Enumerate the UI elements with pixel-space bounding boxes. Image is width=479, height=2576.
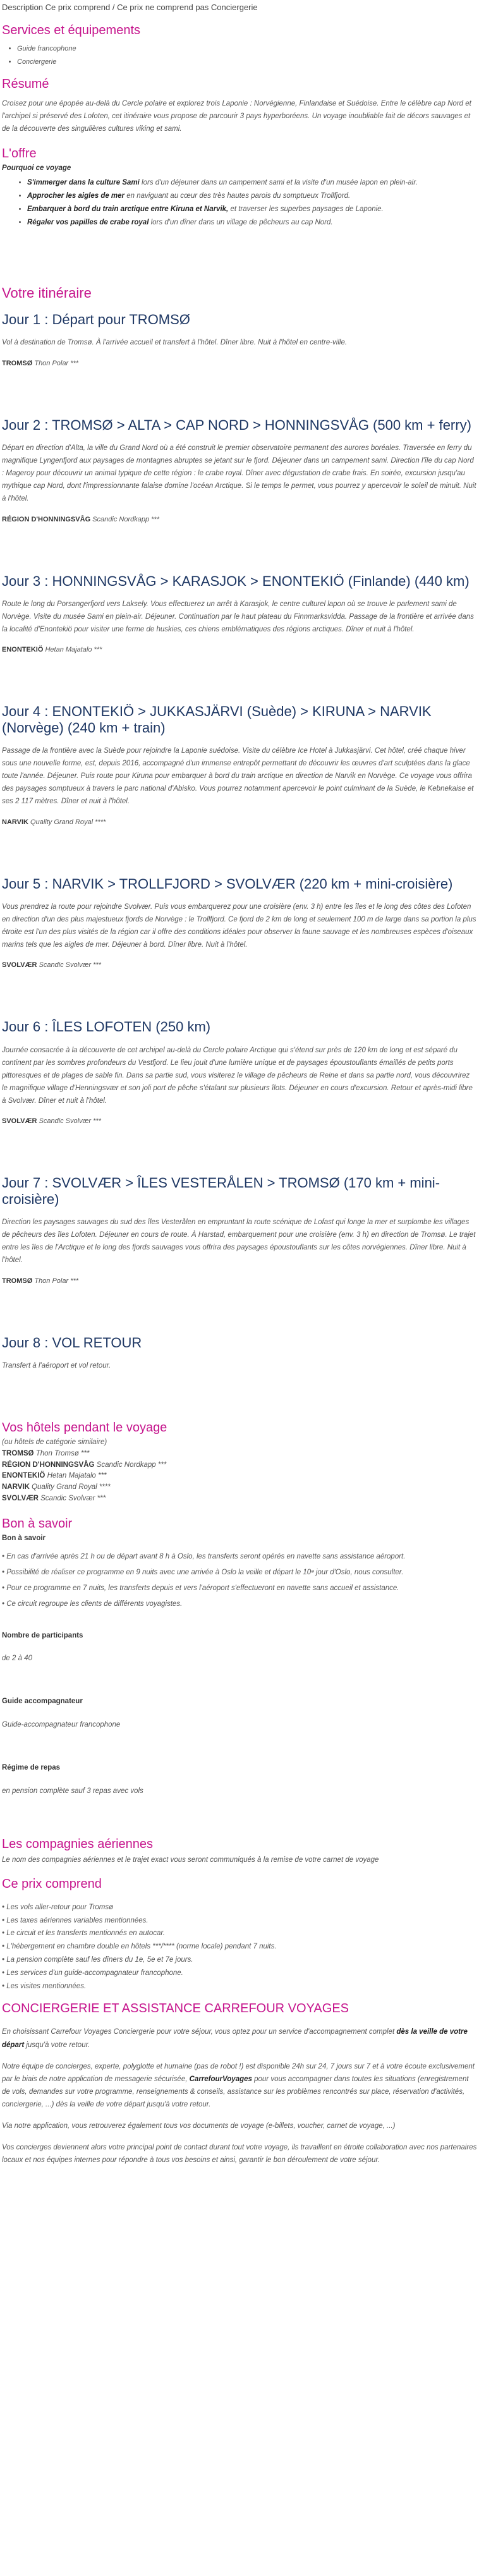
day-5 <box>2 876 477 971</box>
conciergerie-p4: Vos concierges deviennent alors votre principal point de contact durant tout votre voyage, ils travaillent en étroite collaboration avec nos partenaires locaux et nos équipes internes pour répondre à tous vos besoins et ainsi, garantir le bon déroulement de votre séjour. <box>2 2144 477 2165</box>
services-title: Services et équipements <box>2 23 141 38</box>
prix-item: • Les visites mentionnées. <box>2 1982 87 1990</box>
participants-label: Nombre de participants <box>2 1631 83 1639</box>
day-text: Vous prendrez la route pour rejoindre Svolvær. Puis vous embarquerez pour une croisière (env. 3 h) entre les îles et le long des côtes des Lofoten en direction d'un des plus majestueux fjords de Norvège : le Trollfjord. Ce fjord de 2 km de long et seulement 100 m de large dans sa portion la plus étroite est l'un des plus visités de la région car il offre des conditions idéales pour observer la faune sauvage et les nombreuses espèces d'oiseaux marins tels que les aigles de mer. Déjeuner à bord. Dîner libre. Nuit à l'hôtel. <box>2 902 476 949</box>
day-2 <box>2 417 477 525</box>
hotels-section <box>2 1420 477 1505</box>
day-title: Jour 2 : TROMSØ > ALTA > CAP NORD > HONNINGSVÅG (500 km + ferry) <box>2 416 471 433</box>
day-hotel: ENONTEKIÖ Hetan Majatalo *** <box>2 646 102 654</box>
day-hotel: SVOLVÆR Scandic Svolvær *** <box>2 1117 101 1126</box>
hotel-line: SVOLVÆR Scandic Svolvær *** <box>2 1495 106 1503</box>
repas-value: en pension complète sauf 3 repas avec vols <box>2 1787 143 1795</box>
day-8 <box>2 1335 477 1372</box>
prix-item: • Le circuit et les transferts mentionnés en autocar. <box>2 1929 166 1938</box>
conciergerie-p1: En choisissant Carrefour Voyages Conciergerie pour votre séjour, vous optez pour un service d'accompagnement complet dès la veille de votre départ jusqu'à votre retour. <box>2 2028 468 2049</box>
prix-comprend-section <box>2 1876 477 1993</box>
services-list <box>2 44 477 68</box>
day-title: Jour 4 : ENONTEKIÖ > JUKKASJÄRVI (Suède) > KIRUNA > NARVIK (Norvège) (240 km + train) <box>2 703 432 736</box>
prix-item: • Les taxes aériennes variables mentionnées. <box>2 1916 149 1924</box>
offre-title: L'offre <box>2 146 37 161</box>
hotel-line: RÉGION D'HONNINGSVÅG Scandic Nordkapp *** <box>2 1461 167 1469</box>
conciergerie-title: CONCIERGERIE ET ASSISTANCE CARREFOUR VOYAGES <box>2 2002 349 2016</box>
bon-a-savoir-title: Bon à savoir <box>2 1516 73 1531</box>
bon-a-savoir-section <box>2 1516 477 1797</box>
guide-value: Guide-accompagnateur francophone <box>2 1721 121 1729</box>
prix-comprend-list <box>2 1902 477 1993</box>
prix-item: • La pension complète sauf les dîners du 1e, 5e et 7e jours. <box>2 1955 193 1964</box>
hotel-line: NARVIK Quality Grand Royal **** <box>2 1483 111 1492</box>
day-hotel: RÉGION D'HONNINGSVÅG Scandic Nordkapp *** <box>2 515 159 523</box>
compagnies-text: Le nom des compagnies aériennes et le trajet exact vous seront communiqués à la remise de votre carnet de voyage <box>2 1856 379 1864</box>
prix-item: • Les vols aller-retour pour Tromsø <box>2 1903 114 1911</box>
day-6 <box>2 1019 477 1127</box>
day-title: Jour 1 : Départ pour TROMSØ <box>2 312 190 328</box>
day-text: Direction les paysages sauvages du sud des îles Vesterålen en empruntant la route scénique de Lofast qui longe la mer et surplombe les villages de pêcheurs des îles Lofoten. Déjeuner en cours de route. À Harstad, embarquement pour une croisière (env. 3 h) en direction de Tromsø. Le trajet entre les îles de l'Arctique et le long des fjords sauvages vous offrira des paysages époustouflants sur les côtes norvégiennes. Dîner libre. Nuit à l'hôtel. <box>2 1218 476 1265</box>
resume-title: Résumé <box>2 77 49 92</box>
day-text: Passage de la frontière avec la Suède pour rejoindre la Laponie suédoise. Visite du célèbre Ice Hotel à Jukkasjärvi. Cet hôtel, créé chaque hiver sous une nouvelle forme, est, depuis 2016, accompagné d'un immense entrepôt permettant de découvrir les œuvres d'art sculptées dans la glace toute l'année. Déjeuner. Puis route pour Kiruna pour embarquer à bord du train arctique en direction de Narvik en Norvège. Ce voyage vous offrira des paysages somptueux à travers le parc national d'Abisko. Vous pourrez notamment apercevoir le point culminant de la Suède, le Kebnekaise et ses 2 117 mètres. Dîner et nuit à l'hôtel. <box>2 746 474 806</box>
day-text: Transfert à l'aéroport et vol retour. <box>2 1361 111 1370</box>
offre-item: • Embarquer à bord du train arctique entre Kiruna et Narvik, et traverser les superbes paysages de Laponie. <box>27 204 477 216</box>
offre-item: • S'immerger dans la culture Sami lors d'un déjeuner dans un campement sami et la visite d'un musée lapon en plein-air. <box>27 178 477 189</box>
day-title: Jour 7 : SVOLVÆR > ÎLES VESTERÅLEN > TROMSØ (170 km + mini-croisière) <box>2 1175 440 1207</box>
conciergerie-p2: Notre équipe de concierges, experte, polyglotte et humaine (pas de robot !) est disponible 24h sur 24, 7 jours sur 7 et à votre écoute exclusivement par le biais de notre application de messagerie sécurisée, CarrefourVoyages pour vous accompagner dans toutes les situations (enregistrement de vols, demandes sur votre programme, renseignements & conseils, assistance sur les problèmes rencontrés sur place, réservation d'activités, conciergerie, ...) dès la veille de votre départ jusqu'à votre retour. <box>2 2062 475 2108</box>
offre-item: • Régaler vos papilles de crabe royal lors d'un dîner dans un village de pêcheurs au cap Nord. <box>27 217 477 229</box>
guide-label: Guide accompagnateur <box>2 1698 83 1706</box>
hotels-note: (ou hôtels de catégorie similaire) <box>2 1438 107 1446</box>
service-item: • Conciergerie <box>17 57 477 68</box>
prix-item: • Les services d'un guide-accompagnateur francophone. <box>2 1969 183 1977</box>
info-item: • Pour ce programme en 7 nuits, les transferts depuis et vers l'aéroport s'effectueront en navette sans accueil et assistance. <box>2 1584 399 1592</box>
info-item: • Ce circuit regroupe les clients de différents voyagistes. <box>2 1600 183 1608</box>
day-text: Journée consacrée à la découverte de cet archipel au-delà du Cercle polaire Arctique qui s'étend sur près de 120 km de long et est séparé du continent par les sombres profondeurs du Vestfjord. Le lieu jouit d'une lumière unique et de paysages époustouflants émaillés de petits ports pittoresques et de plages de sable fin. Dans sa partie sud, vous visiterez le village de pêcheurs de Reine et dans sa partie nord, vous découvrirez le magnifique village d'Henningsvær et son joli port de pêche s'étalant sur plusieurs îlots. Déjeuner en cours d'excursion. Retour et après-midi libre à Svolvær. Dîner et nuit à l'hôtel. <box>2 1046 473 1105</box>
info-item: • En cas d'arrivée après 21 h ou de départ avant 8 h à Oslo, les transferts seront opérés en navette sans assistance aéroport. <box>2 1552 406 1560</box>
prix-comprend-title: Ce prix comprend <box>2 1876 102 1891</box>
day-hotel: TROMSØ Thon Polar *** <box>2 359 79 367</box>
itineraire-title: Votre itinéraire <box>2 284 92 301</box>
conciergerie-p3: Via notre application, vous retrouverez également tous vos documents de voyage (e-billets, voucher, carnet de voyage, ...) <box>2 2122 396 2130</box>
day-4 <box>2 703 477 827</box>
day-text: Route le long du Porsangerfjord vers Laksely. Vous effectuerez un arrêt à Karasjok, le centre culturel lapon où se trouve le parlement sami de Norvège. Visite du musée Sami en plein-air. Déjeuner. Continuation par le haut plateau du Finnmarksvidda. Passage de la frontière et arrivée dans la localité d'Enontekiö pour visiter une ferme de huskies, ces chiens emblématiques des régions arctiques. Dîner et nuit à l'hôtel. <box>2 600 474 634</box>
day-hotel: NARVIK Quality Grand Royal **** <box>2 818 106 826</box>
service-item: • Guide francophone <box>17 44 477 54</box>
offre-subtitle: Pourquoi ce voyage <box>2 164 71 172</box>
day-text: Vol à destination de Tromsø. À l'arrivée accueil et transfert à l'hôtel. Dîner libre. Nuit à l'hôtel en centre-ville. <box>2 339 348 347</box>
info-item: • Possibilité de réaliser ce programme en 9 nuits avec une arrivée à Oslo la veille et départ le 10ᵉ jour d'Oslo, nous consulter. <box>2 1568 404 1576</box>
day-title: Jour 3 : HONNINGSVÅG > KARASJOK > ENONTEKIÖ (Finlande) (440 km) <box>2 573 470 589</box>
day-hotel: SVOLVÆR Scandic Svolvær *** <box>2 961 101 969</box>
day-1 <box>2 312 477 368</box>
hotels-title: Vos hôtels pendant le voyage <box>2 1420 167 1435</box>
compagnies-section <box>2 1837 477 1866</box>
day-hotel: TROMSØ Thon Polar *** <box>2 1277 79 1285</box>
page <box>0 1 479 2167</box>
resume-text: Croisez pour une épopée au-delà du Cercle polaire et explorez trois Laponie : Norvégienne, Finlandaise et Suédoise. Entre le célèbre cap Nord et l'archipel si préservé des Lofoten, cet itinéraire vous propose de parcourir 3 pays hyperboréens. Un voyage inoubliable fait de décors sauvages et de la découverte des singulières cultures viking et sami. <box>2 100 471 133</box>
hotel-line: ENONTEKIÖ Hetan Majatalo *** <box>2 1472 107 1480</box>
bon-a-savoir-subtitle: Bon à savoir <box>2 1534 46 1542</box>
offre-list <box>2 178 477 228</box>
day-3 <box>2 573 477 656</box>
day-text: Départ en direction d'Alta, la ville du Grand Nord où a été construit le premier observatoire permanent des aurores boréales. Traversée en ferry du magnifique Lyngenfjord aux paysages de montagnes abruptes se jetant sur le fjord. Déjeuner dans un campement sami. Direction l'île du cap Nord : Mageroy pour découvrir un animal typique de cette région : le crabe royal. Dîner avec dégustation de crabe frais. En soirée, excursion jusqu'au mythique cap Nord, dont l'impressionnante falaise domine l'océan Arctique. Si le temps le permet, vous pourrez y apercevoir le soleil de minuit. Nuit à l'hôtel. <box>2 444 476 503</box>
repas-label: Régime de repas <box>2 1764 61 1772</box>
day-title: Jour 5 : NARVIK > TROLLFJORD > SVOLVÆR (220 km + mini-croisière) <box>2 875 453 892</box>
day-title: Jour 6 : ÎLES LOFOTEN (250 km) <box>2 1019 211 1035</box>
breadcrumb: Description Ce prix comprend / Ce prix ne comprend pas Conciergerie <box>2 3 258 12</box>
participants-value: de 2 à 40 <box>2 1655 32 1663</box>
prix-item: • L'hébergement en chambre double en hôtels ***/**** (norme locale) pendant 7 nuits. <box>2 1943 277 1951</box>
day-title: Jour 8 : VOL RETOUR <box>2 1334 142 1351</box>
hotel-line: TROMSØ Thon Tromsø *** <box>2 1449 90 1457</box>
conciergerie-section <box>2 2001 477 2166</box>
day-7 <box>2 1175 477 1286</box>
compagnies-title: Les compagnies aériennes <box>2 1837 154 1851</box>
offre-item: • Approcher les aigles de mer en naviguant au cœur des très hautes parois du somptueux Trollfjord. <box>27 191 477 202</box>
